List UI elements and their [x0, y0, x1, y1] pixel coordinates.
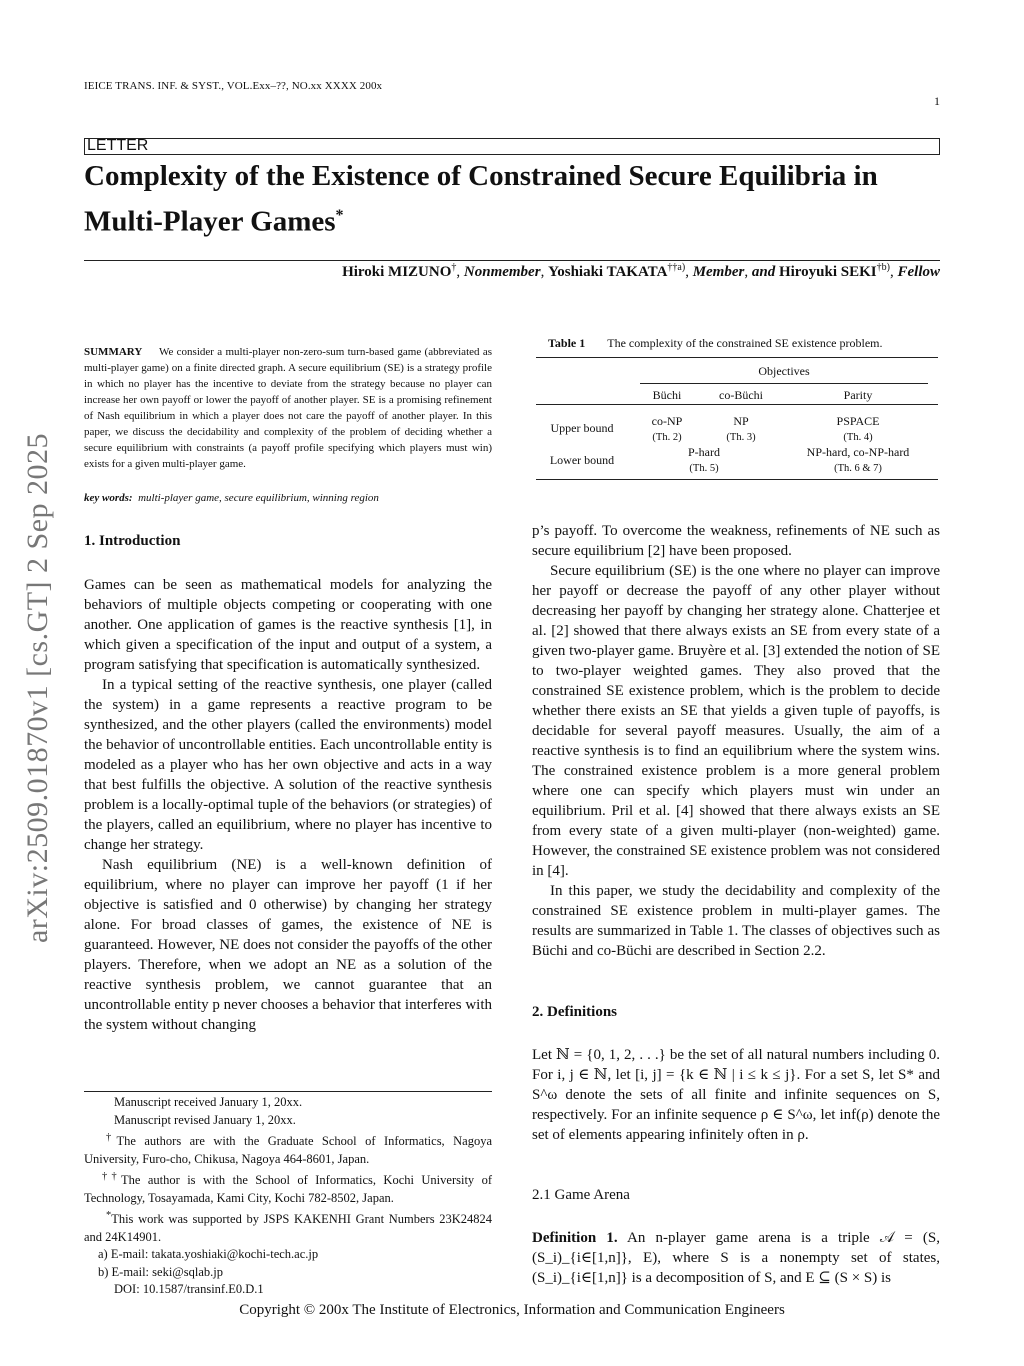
table-caption-text: The complexity of the constrained SE existence problem. — [607, 336, 883, 350]
table-label: Table 1 — [548, 336, 586, 350]
table-top-rule — [536, 357, 938, 358]
page-number: 1 — [934, 94, 940, 108]
table-caption — [548, 336, 883, 351]
table-header-rule — [536, 404, 938, 405]
lower-parity-ref: (Th. 6 & 7) — [834, 463, 882, 474]
summary-block — [84, 344, 492, 472]
upper-parity-ref: (Th. 4) — [843, 432, 873, 443]
author-and: and — [751, 264, 776, 280]
section-2-heading: 2. Definitions — [532, 1004, 618, 1020]
lower-parity-value: NP-hard, co-NP-hard — [806, 445, 910, 459]
section-1-heading: 1. Introduction — [84, 533, 181, 549]
definition-text: An n-player game arena is a triple 𝒜 = (S, (S_i)_{i∈[1,n]}, E), where S is a nonempty set of states, (S_i)_{i∈[1,n]} is a decomposition of S, and E ⊆ (S × S) is — [532, 1230, 940, 1286]
title-line-1: Complexity of the Existence of Constrained Secure Equilibria in — [84, 160, 878, 192]
footnote-1-text: The authors are with the Graduate School of Informatics, Nagoya University, Furo-cho, Chikusa, Nagoya 464-8601, Japan. — [84, 1134, 492, 1166]
author-1-name: Hiroki MIZUNO — [342, 264, 452, 280]
table-lower-parity — [790, 445, 926, 476]
table-upper-parity — [790, 414, 926, 445]
footnote-3-text: This work was supported by JSPS KAKENHI Grant Numbers 23K24824 and 24K14901. — [84, 1212, 492, 1244]
upper-cobuchi-ref: (Th. 3) — [726, 432, 756, 443]
lower-buchi-cobuchi-ref: (Th. 5) — [689, 463, 719, 474]
footnote-rule — [84, 1091, 492, 1092]
footnote-2-text: The author is with the School of Informatics, Kochi University of Technology, Tosayamada, Kami City, Kochi 782-8502, Japan. — [84, 1173, 493, 1205]
table-lower-buchi-cobuchi — [640, 445, 768, 476]
author-3-role: Fellow — [897, 264, 940, 280]
footnotes — [84, 1094, 492, 1299]
arxiv-sidebar — [4, 338, 74, 1038]
paper-title — [84, 156, 944, 242]
right-paragraph-this-paper: In this paper, we study the decidability and complexity of the constrained SE existence problem in multi-player games. The results are summarized in Table 1. The classes of objectives such as Büchi and co-Büchi are described in Section 2.2. — [532, 883, 940, 959]
footnote-2 — [84, 1168, 492, 1207]
subsection-heading: 2.1 Game Arena — [532, 1187, 630, 1203]
table-group-header: Objectives — [758, 364, 810, 378]
author-2-name: Yoshiaki TAKATA — [548, 264, 668, 280]
author-3-mark: †b) — [876, 262, 890, 273]
right-paragraph-continued: p’s payoff. To overcome the weakness, refinements of NE such as secure equilibrium [2] have been proposed. — [532, 523, 940, 559]
title-mark: * — [335, 207, 344, 224]
table-col-buchi: Büchi — [652, 388, 682, 402]
keywords-text: multi-player game, secure equilibrium, winning region — [138, 492, 379, 504]
summary-label: SUMMARY — [84, 346, 143, 358]
intro-paragraph-1: Games can be seen as mathematical models for analyzing the behaviors of multiple objects competing or cooperating with one another. One application of games is the reactive synthesis [1], in which given a specification of the input and output of a system, a program satisfying that specification is automatically synthesized. — [84, 577, 492, 673]
upper-cobuchi-value: NP — [733, 414, 749, 428]
author-2-mark: ††a) — [667, 262, 686, 273]
keywords — [84, 492, 492, 504]
title-rule — [84, 260, 940, 261]
footnote-received: Manuscript received January 1, 20xx. — [114, 1095, 303, 1109]
keywords-label: key words: — [84, 492, 133, 504]
table-col-cobuchi: co-Büchi — [719, 388, 763, 402]
lower-buchi-cobuchi-value: P-hard — [688, 445, 720, 459]
author-1-role: Nonmember — [463, 264, 541, 280]
right-column-body — [532, 521, 940, 961]
footnote-3-mark: * — [106, 1210, 112, 1222]
table-row-lower: Lower bound — [549, 453, 615, 467]
footnote-3 — [84, 1207, 492, 1246]
footnote-2-mark: †† — [102, 1171, 121, 1183]
running-header: IEICE TRANS. INF. & SYST., VOL.Exx–??, NO.xx XXXX 200x — [84, 80, 383, 92]
letter-label: LETTER — [87, 137, 149, 154]
author-3-name: Hiroyuki SEKI — [778, 264, 877, 280]
footnote-1 — [84, 1129, 492, 1168]
table-bottom-rule — [536, 479, 938, 480]
intro-paragraph-2: In a typical setting of the reactive synthesis, one player (called the system) in a game represents a reactive program to be synthesized, and the other players (called the environments) model the behavior of uncontrollable entities. Each uncontrollable entity is modeled as a player who has her own objective and acts in a way that best fulfills the objective. A solution of the reactive synthesis problem is a locally-optimal tuple of the behaviors (or strategies) of the players, called an equilibrium, where no player has incentive to change her strategy. — [84, 677, 492, 853]
footnote-revised: Manuscript revised January 1, 20xx. — [114, 1112, 296, 1127]
table-col-parity: Parity — [843, 388, 873, 402]
title-line-2: Multi-Player Games — [84, 205, 336, 238]
footnote-1-mark: † — [106, 1132, 117, 1143]
table-upper-cobuchi — [710, 414, 772, 445]
author-line: Hiroki MIZUNO†, Nonmember, Yoshiaki TAKATA$^{\dagger\dagger a)}$, Member, and Hiroyuki SEKI$^{\dagger b)}$, Fellow — [342, 262, 940, 280]
footnote-email-b: b) E-mail: seki@sqlab.jp — [98, 1264, 224, 1279]
letter-label-box — [84, 138, 940, 155]
table-row-upper: Upper bound — [550, 421, 614, 435]
author-2-role: Member — [692, 264, 745, 280]
right-paragraph-se: Secure equilibrium (SE) is the one where no player can improve her payoff or decrease the payoff of any other player without decreasing her payoff by changing her strategy alone. Chatterjee et al. [2] showed that there always exists an SE from every state of a given two-player game. Bruyère et al. [3] extended the notion of SE to two-player weighted games. They also proved that the constrained SE existence problem, which is the problem to decide whether there exists an SE that yields a given tuple of payoffs, is decidable for several payoff measures. Usually, the aim of a reactive synthesis is to find an equilibrium where the system wins. The constrained existence problem is a more general problem where one can specify which players must win under an equilibrium. Pril et al. [4] showed that there always exists an SE from every state of a given multi-player (non-weighted) game. However, the constrained SE existence problem was not considered in [4]. — [532, 563, 940, 879]
section-1-body — [84, 575, 492, 1035]
arxiv-id: arXiv:2509.01870v1 [cs.GT] 2 Sep 2025 — [21, 432, 54, 944]
definition-label: Definition 1. — [532, 1230, 618, 1246]
footnote-email-a: a) E-mail: takata.yoshiaki@kochi-tech.ac.jp — [98, 1247, 319, 1262]
table-upper-buchi — [636, 414, 698, 445]
upper-parity-value: PSPACE — [836, 414, 880, 428]
author-1-mark: † — [451, 262, 457, 273]
copyright-footer: Copyright © 200x The Institute of Electronics, Information and Communication Engineers — [239, 1302, 785, 1318]
upper-buchi-value: co-NP — [651, 414, 683, 428]
footnote-doi: DOI: 10.1587/transinf.E0.D.1 — [114, 1282, 264, 1297]
definition-1 — [532, 1228, 940, 1288]
upper-buchi-ref: (Th. 2) — [652, 432, 682, 443]
definitions-paragraph: Let ℕ = {0, 1, 2, . . .} be the set of all natural numbers including 0. For i, j ∈ ℕ, let [i, j] = {k ∈ ℕ | i ≤ k ≤ j}. For a set S, let S* and S^ω denote the sets of all finite and infinite sequences on S, respectively. For an infinite sequence ρ ∈ S^ω, let inf(ρ) denote the set of elements appearing infinitely often in ρ. — [532, 1047, 940, 1143]
intro-paragraph-3: Nash equilibrium (NE) is a well-known definition of equilibrium, where no player can improve her payoff (1 if her objective is satisfied and 0 otherwise) by changing her strategy alone. For broad classes of games, the existence of NE is guaranteed. However, NE does not consider the payoffs of the other players. Therefore, when we adopt an NE as a solution of the reactive synthesis problem, we cannot guarantee that an uncontrollable entity p never chooses a behavior that interferes with the system without changing — [84, 857, 492, 1033]
table-group-rule — [640, 383, 928, 384]
summary-text: We consider a multi-player non-zero-sum turn-based game (abbreviated as multi-player game) on a finite directed graph. A secure equilibrium (SE) is a strategy profile in which no player has the incentive to deviate from the strategy because no player can increase her own payoff or lower the payoff of another player. SE is a promising refinement of Nash equilibrium in which a player does not care the payoff of another player. In this paper, we discuss the decidability and complexity of the problem of deciding whether a secure equilibrium with constraints (a payoff profile specifying which players must win) exists for a given multi-player game. — [84, 346, 492, 470]
section-2-body — [532, 1045, 940, 1145]
